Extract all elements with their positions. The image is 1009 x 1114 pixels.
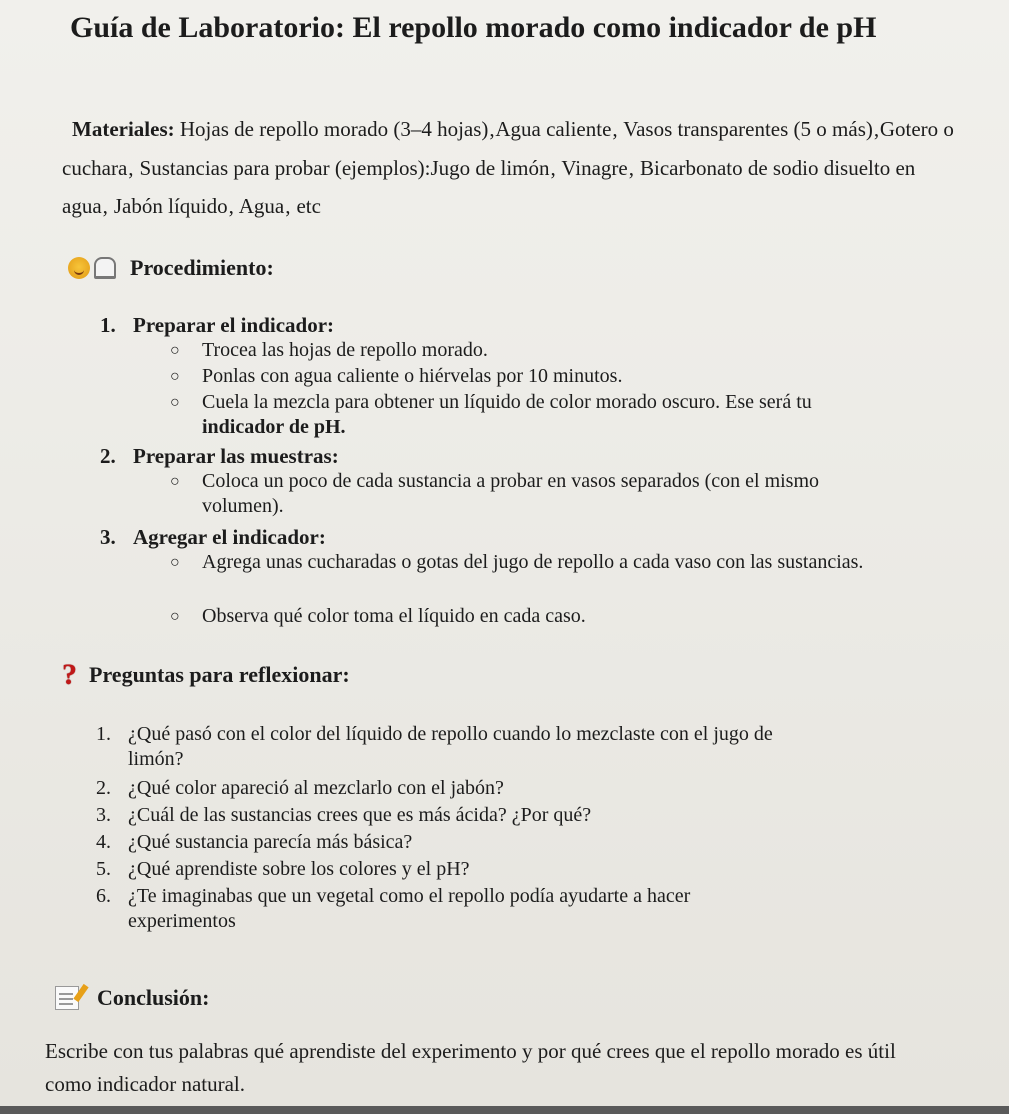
question-item: [96, 803, 956, 828]
question-item: [96, 857, 956, 882]
bullet-text: Cuela la mezcla para obtener un líquido de color morado oscuro. Ese será tu: [202, 391, 812, 413]
question-text-continued: experimentos: [128, 910, 236, 932]
step-title: Preparar el indicador:: [133, 313, 335, 337]
materials-text: Hojas de repollo morado (3–4 hojas)‚Agua caliente‚ Vasos transparentes (5 o más)‚Gotero o cuchara‚ Sustancias para probar (ejemplos):Jugo de limón‚ Vinagre‚ Bicarbonato de sodio disuelto en agua‚ Jabón líquido‚ Agua‚ etc: [62, 117, 954, 218]
bullet-bold-text: indicador de pH.: [202, 416, 346, 438]
procedure-step-1: [100, 312, 334, 338]
conclusion-text: Escribe con tus palabras qué aprendiste del experimento y por qué crees que el repollo morado es útil como indicador natural.: [45, 1039, 896, 1096]
bullet-text: Agrega unas cucharadas o gotas del jugo de repollo a cada vaso con las sustancias.: [202, 551, 864, 573]
list-item: ○ Coloca un poco de cada sustancia a probar en vasos separados (con el mismo volumen).: [170, 470, 820, 517]
question-text: ¿Cuál de las sustancias crees que es más ácida? ¿Por qué?: [128, 804, 592, 826]
question-item: [96, 776, 956, 801]
question-number: 3.: [96, 804, 111, 826]
procedure-step-2: [100, 443, 339, 469]
question-mark-icon: ?: [62, 658, 77, 691]
page-edge-shadow: [0, 1106, 1009, 1114]
list-item: ○ Agrega unas cucharadas o gotas del jugo de repollo a cada vaso con las sustancias.: [170, 551, 864, 573]
questions-heading-text: Preguntas para reflexionar:: [89, 662, 350, 687]
step-number: 1.: [100, 313, 116, 337]
list-item: ○ Trocea las hojas de repollo morado.: [170, 339, 488, 361]
question-number: 6.: [96, 885, 111, 907]
question-text-continued: limón?: [128, 748, 184, 770]
materials-paragraph: [62, 110, 962, 226]
conclusion-heading: [55, 985, 209, 1011]
question-text: ¿Qué color apareció al mezclarlo con el jabón?: [128, 777, 504, 799]
bullet-text: Trocea las hojas de repollo morado.: [202, 339, 488, 361]
conclusion-heading-text: Conclusión:: [97, 985, 210, 1010]
question-text: ¿Qué pasó con el color del líquido de repollo cuando lo mezclaste con el jugo de: [128, 723, 773, 745]
question-number: 1.: [96, 723, 111, 745]
procedure-step-3: [100, 524, 326, 550]
questions-heading: [62, 660, 350, 690]
step-number: 2.: [100, 444, 116, 468]
step-number: 3.: [100, 525, 116, 549]
page-title: Guía de Laboratorio: El repollo morado como indicador de pH: [70, 11, 877, 44]
list-item: ○ Ponlas con agua caliente o hiérvelas por 10 minutos.: [170, 365, 623, 387]
question-number: 4.: [96, 831, 111, 853]
question-text: ¿Qué sustancia parecía más básica?: [128, 831, 413, 853]
question-item: [96, 830, 956, 855]
step-title: Agregar el indicador:: [133, 525, 326, 549]
bullet-text: Coloca un poco de cada sustancia a probar en vasos separados (con el mismo volumen).: [202, 470, 820, 517]
smiling-face-icon: [68, 257, 90, 279]
memo-icon: [55, 986, 79, 1010]
procedure-heading-text: Procedimiento:: [130, 255, 274, 280]
question-text: ¿Te imaginabas que un vegetal como el repollo podía ayudarte a hacer: [128, 885, 691, 907]
question-text: ¿Qué aprendiste sobre los colores y el pH?: [128, 858, 470, 880]
bullet-text: Observa qué color toma el líquido en cada caso.: [202, 605, 586, 627]
materials-label: Materiales:: [72, 117, 175, 141]
list-item: ○ Cuela la mezcla para obtener un líquido de color morado oscuro. Ese será tu indicador de pH.: [170, 391, 812, 438]
question-item: [96, 884, 956, 934]
procedure-heading: [68, 255, 274, 281]
step-title: Preparar las muestras:: [133, 444, 339, 468]
question-number: 2.: [96, 777, 111, 799]
bullet-text: Ponlas con agua caliente o hiérvelas por 10 minutos.: [202, 365, 623, 387]
bell-icon: [94, 257, 116, 279]
question-item: [96, 722, 956, 772]
question-number: 5.: [96, 858, 111, 880]
list-item: ○ Observa qué color toma el líquido en cada caso.: [170, 605, 586, 627]
